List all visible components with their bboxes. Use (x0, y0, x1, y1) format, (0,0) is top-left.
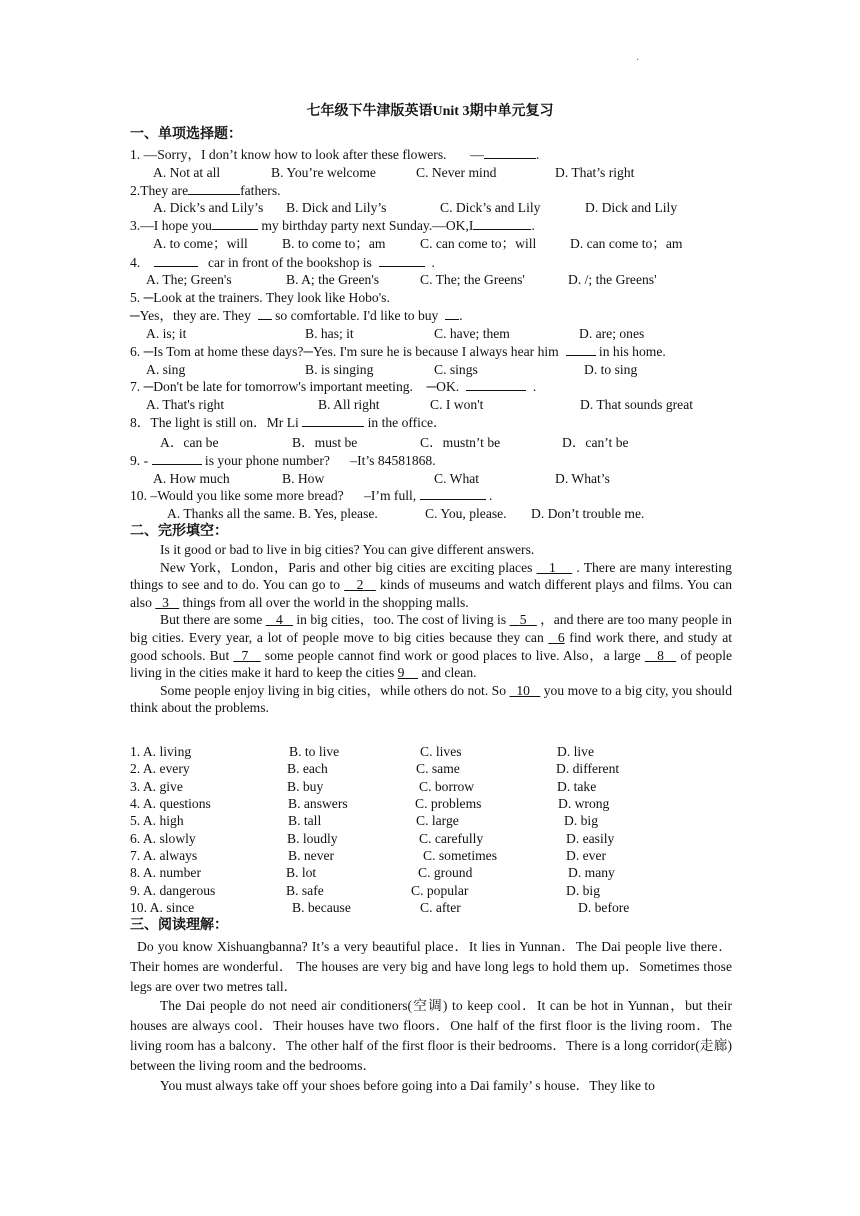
cloze-option-4-d: D. wrong (558, 796, 610, 811)
question-4-option-a: A. The; Green's (146, 272, 232, 287)
question-8-option-c: C．mustn’t be (420, 435, 501, 450)
question-4-option-d: D. /; the Greens' (568, 272, 657, 287)
reading-paragraph-1: Do you know Xishuangbanna? It’s a very beautiful place．It lies in Yunnan．The Dai people live there． Their homes are wonderful． The houses are very big and have long legs to hold them up．Sometimes those legs are over two metres tall． (130, 939, 732, 994)
question-1-option-d: D. That’s right (555, 165, 635, 180)
question-9-option-a: A. How much (153, 471, 230, 486)
question-3-option-d: D. can come to；am (570, 236, 683, 251)
question-2-option-c: C. Dick’s and Lily (440, 200, 541, 215)
question-2-option-a: A. Dick’s and Lily’s (153, 200, 264, 215)
cloze-option-2-a: 2. A. every (130, 761, 190, 776)
question-9-option-c: C. What (434, 471, 480, 486)
question-7-option-b: B. All right (318, 397, 380, 412)
cloze-option-3-a: 3. A. give (130, 779, 183, 794)
cloze-option-4-b: B. answers (288, 796, 348, 811)
question-10-option-c: C. You, please. (425, 506, 507, 521)
cloze-option-7-a: 7. A. always (130, 848, 198, 863)
cloze-option-8-b: B. lot (286, 865, 317, 880)
question-4-stem: 4. car in front of the bookshop is . (130, 255, 435, 270)
question-7-option-a: A. That's right (146, 397, 225, 412)
question-10-option-ab: A. Thanks all the same. B. Yes, please. (167, 506, 378, 521)
question-9-stem: 9. - is your phone number? –It’s 84581868. (130, 453, 436, 468)
question-8-option-a: A．can be (160, 435, 219, 450)
cloze-blank-3: 3 (162, 594, 169, 610)
cloze-option-6-a: 6. A. slowly (130, 831, 196, 846)
question-10-option-d: D. Don’t trouble me. (531, 506, 645, 521)
question-3-option-c: C. can come to；will (420, 236, 537, 251)
section3-heading: 三、阅读理解： (130, 918, 228, 933)
cloze-option-1-b: B. to live (289, 744, 340, 759)
reading-paragraph-3: You must always take off your shoes before going into a Dai family’ s house．They like to (160, 1077, 655, 1093)
cloze-option-5-b: B. tall (288, 813, 322, 828)
question-6-option-a: A. sing (146, 362, 186, 377)
cloze-option-5-d: D. big (564, 813, 598, 828)
question-7-option-d: D. That sounds great (580, 397, 694, 412)
question-5-option-a: A. is; it (146, 326, 187, 341)
cloze-option-7-c: C. sometimes (423, 848, 498, 863)
cloze-option-2-d: D. different (556, 761, 620, 776)
question-8-option-b: B．must be (292, 435, 358, 450)
cloze-option-9-d: D. big (566, 883, 600, 898)
question-3-option-b: B. to come to；am (282, 236, 386, 251)
cloze-option-8-c: C. ground (418, 865, 473, 880)
question-4-option-c: C. The; the Greens' (420, 272, 525, 287)
cloze-paragraph-3: But there are some 4 in big cities，too. The cost of living is 5 ，and there are too many people in big cities. Every year, a lot of people move to big cities because they can 6 find work there, and study at good schools. But 7 some people cannot find work or good places to live. Also，a large 8 of people living in the cities make it hard to keep the cities 9 and clean. (130, 612, 733, 681)
question-9-option-b: B. How (282, 471, 325, 486)
cloze-option-9-a: 9. A. dangerous (130, 883, 216, 898)
cloze-option-1-d: D. live (557, 744, 594, 759)
cloze-blank-8: 8 (657, 647, 664, 663)
cloze-option-1-c: C. lives (420, 744, 462, 759)
cloze-blank-5: 5 (519, 612, 527, 628)
reading-paragraph-2: The Dai people do not need air conditioners(空调) to keep cool．It can be hot in Yunnan，but their houses are always cool．Their houses have two floors．One half of the first floor is the living room．The living room has a balcony．The other half of the first floor is their bedrooms．There is a long corridor(走廊) between the living room and the bedrooms． (130, 998, 732, 1073)
cloze-option-2-b: B. each (287, 761, 328, 776)
cloze-option-6-c: C. carefully (419, 831, 484, 846)
question-2-option-d: D. Dick and Lily (585, 200, 678, 215)
question-8-stem: 8．The light is still on．Mr Li in the office． (130, 415, 447, 430)
cloze-option-3-d: D. take (557, 779, 597, 794)
question-6-option-c: C. sings (434, 362, 478, 377)
question-10-stem: 10. –Would you like some more bread? –I’m full, . (130, 488, 493, 503)
question-5-option-d: D. are; ones (579, 326, 645, 341)
cloze-paragraph-1: Is it good or bad to live in big cities? You can give different answers. (160, 542, 535, 557)
cloze-option-9-c: C. popular (411, 883, 469, 898)
section2-heading: 二、完形填空： (130, 524, 228, 539)
cloze-blank-6: 6 (557, 629, 565, 645)
cloze-passage (130, 541, 732, 717)
cloze-blank-4: 4 (275, 612, 283, 628)
reading-passage (130, 937, 732, 1095)
question-3-stem: 3.—I hope you my birthday party next Sunday.—OK,I . (130, 218, 535, 233)
question-1-stem: 1. —Sorry，I don’t know how to look after these flowers. — . (130, 147, 540, 162)
cloze-option-5-a: 5. A. high (130, 813, 184, 828)
question-7-stem: 7. ─Don't be late for tomorrow's important meeting. ─OK. . (130, 379, 537, 394)
question-2-option-b: B. Dick and Lily’s (286, 200, 387, 215)
cloze-option-4-a: 4. A. questions (130, 796, 211, 811)
question-9-option-d: D. What’s (555, 471, 610, 486)
cloze-option-4-c: C. problems (415, 796, 482, 811)
question-5-option-c: C. have; them (434, 326, 510, 341)
question-4-option-b: B. A; the Green's (286, 272, 380, 287)
cloze-option-8-a: 8. A. number (130, 865, 201, 880)
cloze-option-8-d: D. many (568, 865, 615, 880)
cloze-option-10-c: C. after (420, 900, 461, 915)
cloze-blank-7: 7 (241, 647, 249, 663)
cloze-paragraph-4: Some people enjoy living in big cities，while others do not. So 10 you move to a big city, you should think about the problems. (130, 682, 732, 716)
section1-heading: 一、单项选择题： (130, 127, 242, 142)
question-6-stem: 6. ─Is Tom at home these days?─Yes. I'm sure he is because I always hear him in his home. (130, 344, 666, 359)
question-8-option-d: D．can’t be (562, 435, 629, 450)
question-1-option-c: C. Never mind (416, 165, 497, 180)
cloze-blank-2: 2 (356, 577, 364, 593)
question-5-stem: 5. ─Look at the trainers. They look like Hobo's. (130, 290, 390, 305)
question-5-stem-2: ─Yes，they are. They so comfortable. I'd like to buy . (130, 308, 463, 323)
cloze-blank-10: 10 (516, 682, 530, 698)
cloze-option-3-b: B. buy (287, 779, 324, 794)
cloze-blank-1: 1 (548, 559, 556, 575)
question-7-option-c: C. I won't (430, 397, 484, 412)
cloze-option-7-b: B. never (288, 848, 335, 863)
question-1-option-b: B. You’re welcome (271, 165, 376, 180)
cloze-option-7-d: D. ever (566, 848, 607, 863)
cloze-option-10-b: B. because (292, 900, 351, 915)
question-5-option-b: B. has; it (305, 326, 354, 341)
cloze-option-6-d: D. easily (566, 831, 615, 846)
question-6-option-d: D. to sing (584, 362, 638, 377)
question-1-option-a: A. Not at all (153, 165, 221, 180)
cloze-option-2-c: C. same (416, 761, 460, 776)
question-3-option-a: A. to come；will (153, 236, 248, 251)
cloze-option-6-b: B. loudly (287, 831, 338, 846)
cloze-option-3-c: C. borrow (419, 779, 475, 794)
question-6-option-b: B. is singing (305, 362, 374, 377)
cloze-option-1-a: 1. A. living (130, 744, 192, 759)
corner-mark: · (636, 55, 640, 66)
page-title: 七年级下牛津版英语Unit 3期中单元复习 (306, 104, 554, 119)
cloze-blank-9: 9 (397, 665, 405, 681)
cloze-option-5-c: C. large (416, 813, 459, 828)
cloze-paragraph-2: New York，London，Paris and other big cities are exciting places 1 . There are many interesting things to see and to do. You can go to 2 kinds of museums and watch different plays and films. You can also 3 things from all over the world in the shopping malls. (130, 559, 733, 610)
cloze-option-9-b: B. safe (286, 883, 324, 898)
cloze-option-10-d: D. before (578, 900, 630, 915)
question-2-stem: 2.They are fathers. (130, 183, 281, 198)
cloze-option-10-a: 10. A. since (130, 900, 195, 915)
